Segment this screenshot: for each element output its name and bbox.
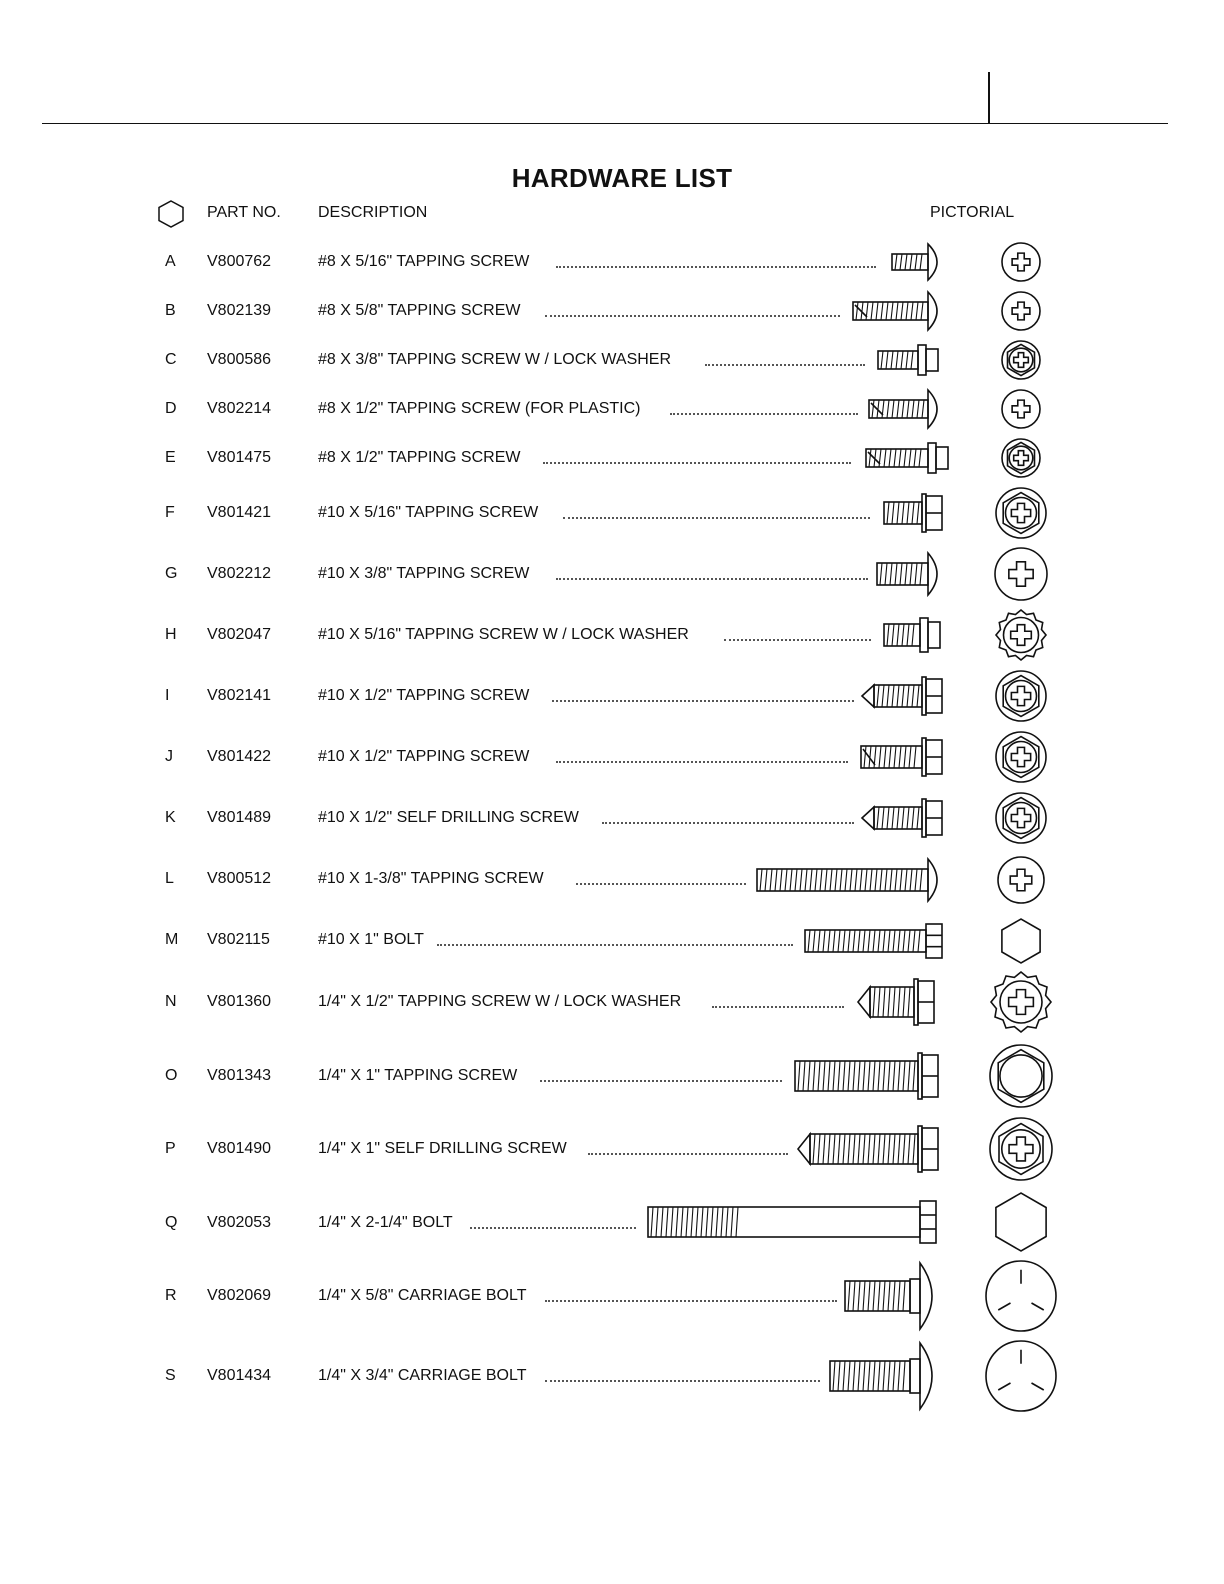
- item-letter: H: [165, 626, 177, 643]
- part-number: V802139: [207, 302, 272, 319]
- screw-side-view-k: [862, 799, 942, 837]
- screw-side-view-l: [757, 859, 937, 901]
- item-letter: R: [165, 1287, 177, 1304]
- part-description: #8 X 1/2" TAPPING SCREW (FOR PLASTIC): [318, 400, 641, 417]
- screw-side-view-m: [805, 924, 942, 958]
- screw-head-icon-n: [991, 972, 1051, 1032]
- item-letter: F: [165, 504, 175, 521]
- part-description: 1/4" X 5/8" CARRIAGE BOLT: [318, 1287, 527, 1304]
- part-description: #10 X 5/16" TAPPING SCREW W / LOCK WASHER: [318, 626, 689, 643]
- part-description: 1/4" X 3/4" CARRIAGE BOLT: [318, 1367, 527, 1384]
- part-number: V801489: [207, 809, 272, 826]
- item-letter: B: [165, 302, 176, 319]
- part-description: #8 X 1/2" TAPPING SCREW: [318, 449, 521, 466]
- part-number: V800512: [207, 870, 272, 887]
- screw-side-view-c: [878, 345, 938, 375]
- part-description: #8 X 5/16" TAPPING SCREW: [318, 253, 530, 270]
- item-letter: I: [165, 687, 170, 704]
- screw-side-view-h: [884, 618, 940, 652]
- item-letter: M: [165, 931, 179, 948]
- screw-head-icon-r: [986, 1261, 1056, 1331]
- screw-head-icon-f: [996, 488, 1046, 538]
- part-number: V802053: [207, 1214, 272, 1231]
- item-letter: E: [165, 449, 176, 466]
- part-number: V800586: [207, 351, 272, 368]
- screw-side-view-i: [862, 677, 942, 715]
- screw-side-view-a: [892, 244, 937, 280]
- part-description: 1/4" X 1" TAPPING SCREW: [318, 1067, 518, 1084]
- part-description: #8 X 3/8" TAPPING SCREW W / LOCK WASHER: [318, 351, 672, 368]
- screw-side-view-f: [884, 494, 942, 532]
- part-number: V802214: [207, 400, 272, 417]
- part-description: #8 X 5/8" TAPPING SCREW: [318, 302, 521, 319]
- screw-side-view-j: [861, 738, 942, 776]
- screw-head-icon-c: [1002, 341, 1040, 379]
- screw-side-view-q: [648, 1201, 936, 1243]
- item-letter: P: [165, 1140, 176, 1157]
- screw-head-icon-i: [996, 671, 1046, 721]
- part-number: V801422: [207, 748, 272, 765]
- part-description: 1/4" X 1" SELF DRILLING SCREW: [318, 1140, 567, 1157]
- screw-head-icon-h: [996, 610, 1046, 660]
- screw-head-icon-a: [1002, 243, 1040, 281]
- part-no-header: PART NO.: [207, 204, 281, 221]
- part-number: V802115: [207, 931, 270, 948]
- part-description: #10 X 3/8" TAPPING SCREW: [318, 565, 530, 582]
- part-description: #10 X 5/16" TAPPING SCREW: [318, 504, 539, 521]
- screw-head-icon-d: [1002, 390, 1040, 428]
- part-number: V802047: [207, 626, 272, 643]
- item-letter: C: [165, 351, 177, 368]
- part-number: V801343: [207, 1067, 272, 1084]
- item-letter: L: [165, 870, 174, 887]
- screw-head-icon-j: [996, 732, 1046, 782]
- screw-head-icon-l: [998, 857, 1044, 903]
- screw-head-icon-o: [990, 1045, 1052, 1107]
- screw-head-icon-s: [986, 1341, 1056, 1411]
- part-number: V802141: [207, 687, 272, 704]
- page-title: HARDWARE LIST: [511, 163, 733, 193]
- screw-side-view-g: [877, 553, 937, 595]
- part-description: 1/4" X 1/2" TAPPING SCREW W / LOCK WASHER: [318, 993, 682, 1010]
- part-number: V802069: [207, 1287, 272, 1304]
- part-number: V802212: [207, 565, 272, 582]
- screw-side-view-r: [845, 1263, 932, 1329]
- item-letter: A: [165, 253, 176, 270]
- item-letter: K: [165, 809, 176, 826]
- screw-side-view-d: [869, 390, 937, 428]
- pictorial-header: PICTORIAL: [930, 204, 1015, 221]
- screw-head-icon-m: [1002, 919, 1040, 963]
- screw-head-icon-b: [1002, 292, 1040, 330]
- part-description: #10 X 1/2" SELF DRILLING SCREW: [318, 809, 579, 826]
- screw-side-view-b: [853, 292, 937, 330]
- item-letter: Q: [165, 1214, 178, 1231]
- item-letter: G: [165, 565, 178, 582]
- screw-side-view-n: [858, 979, 934, 1025]
- description-header: DESCRIPTION: [318, 204, 428, 221]
- item-letter: S: [165, 1367, 176, 1384]
- screw-side-view-e: [866, 443, 948, 473]
- part-number: V801434: [207, 1367, 272, 1384]
- screw-head-icon-e: [1002, 439, 1040, 477]
- item-letter: J: [165, 748, 173, 765]
- part-number: V801360: [207, 993, 272, 1010]
- screw-head-icon-q: [996, 1193, 1046, 1251]
- item-letter: O: [165, 1067, 178, 1084]
- part-number: V800762: [207, 253, 272, 270]
- part-description: #10 X 1" BOLT: [318, 931, 424, 948]
- part-number: V801421: [207, 504, 272, 521]
- item-letter: N: [165, 993, 177, 1010]
- part-number: V801490: [207, 1140, 272, 1157]
- part-number: V801475: [207, 449, 272, 466]
- item-letter: D: [165, 400, 177, 417]
- part-description: 1/4" X 2-1/4" BOLT: [318, 1214, 453, 1231]
- screw-head-icon-k: [996, 793, 1046, 843]
- part-description: #10 X 1-3/8" TAPPING SCREW: [318, 870, 544, 887]
- part-description: #10 X 1/2" TAPPING SCREW: [318, 748, 530, 765]
- part-description: #10 X 1/2" TAPPING SCREW: [318, 687, 530, 704]
- screw-head-icon-p: [990, 1118, 1052, 1180]
- screw-head-icon-g: [995, 548, 1047, 600]
- screw-side-view-p: [798, 1126, 938, 1172]
- screw-side-view-o: [795, 1053, 938, 1099]
- screw-side-view-s: [830, 1343, 932, 1409]
